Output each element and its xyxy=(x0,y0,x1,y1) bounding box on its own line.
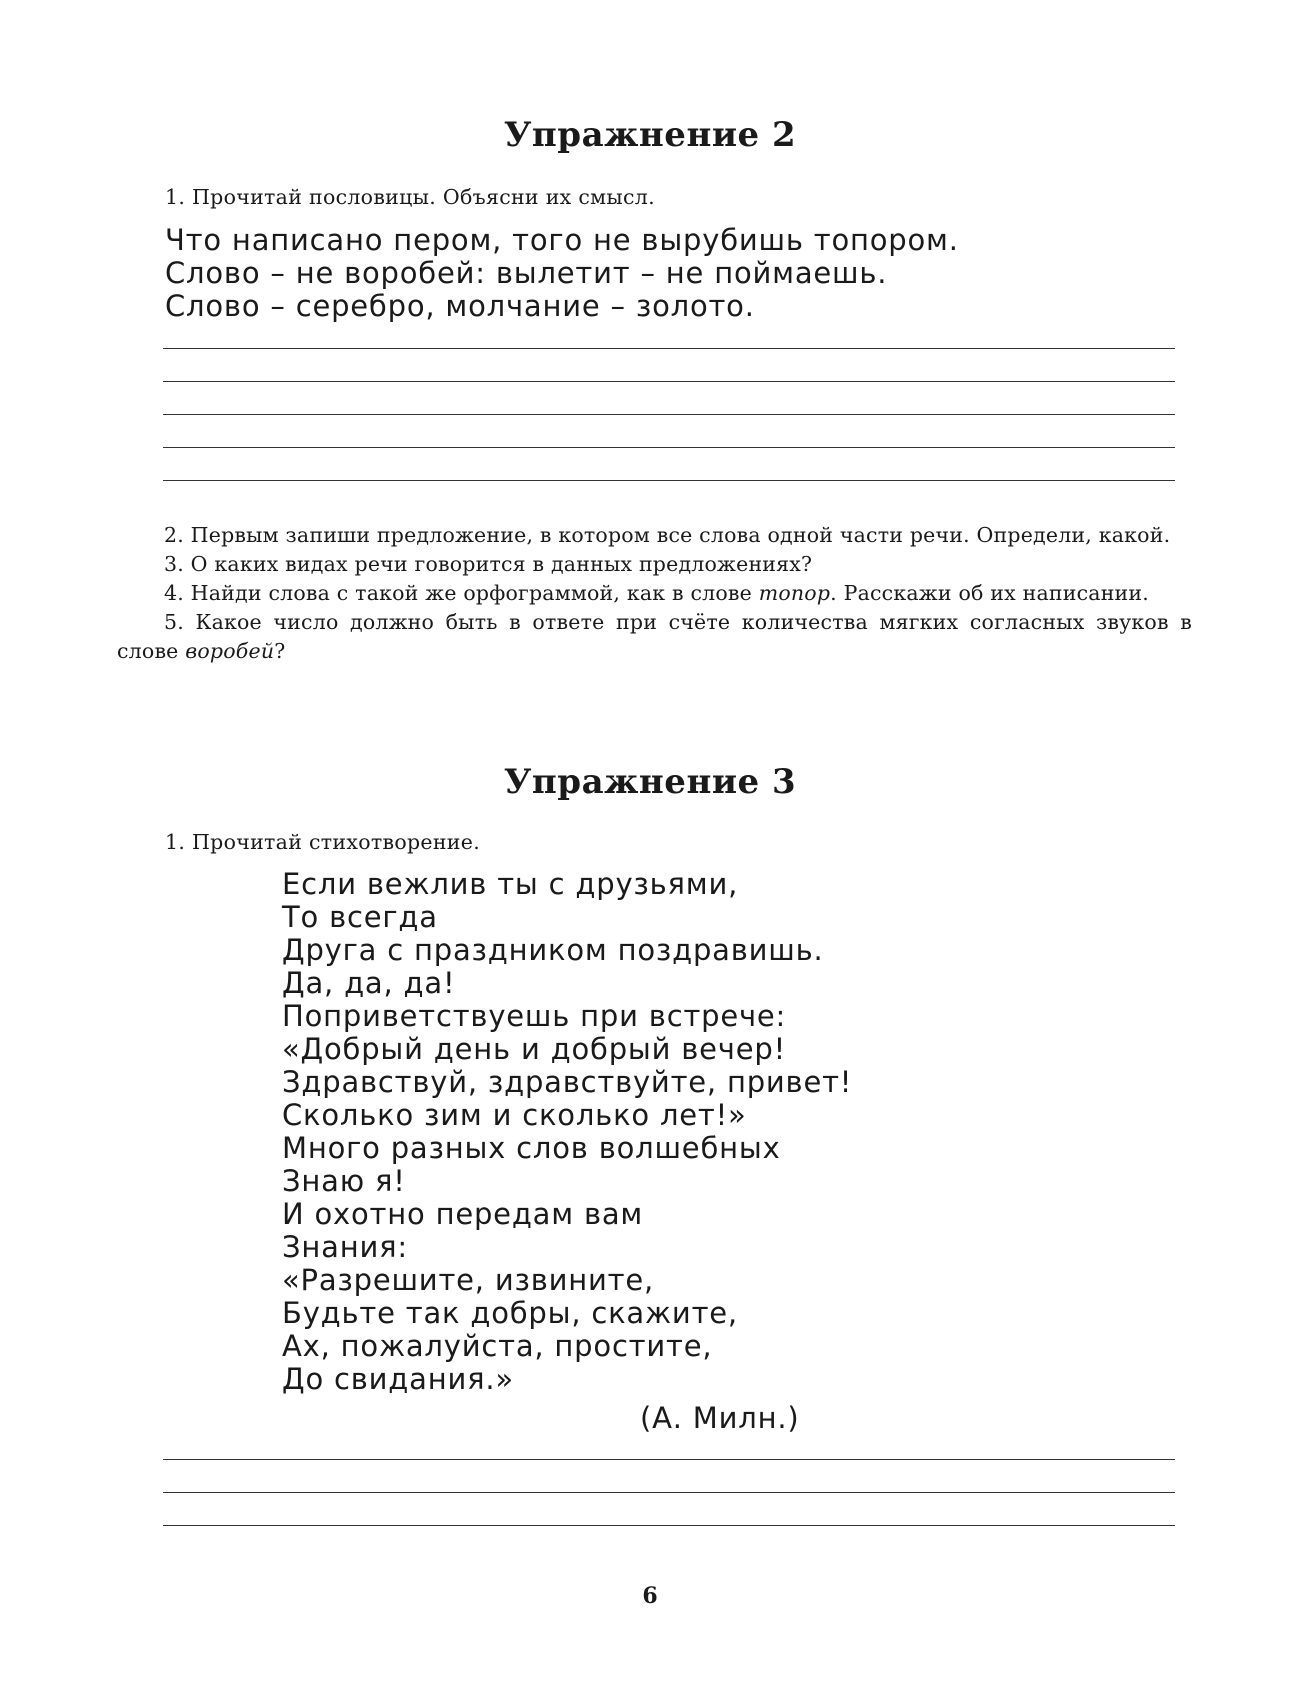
writing-line[interactable] xyxy=(163,348,1175,349)
poem-line: Поприветствуешь при встрече: xyxy=(282,999,787,1033)
poem-line: Друга с праздником поздравишь. xyxy=(282,933,824,967)
poem-line: «Добрый день и добрый вечер! xyxy=(282,1032,787,1066)
exercise-3-title: Упражнение 3 xyxy=(503,762,797,802)
exercise-2-questions xyxy=(117,521,1192,666)
poem-line: Здравствуй, здравствуйте, привет! xyxy=(282,1065,853,1099)
poem-line: И охотно передам вам xyxy=(282,1197,644,1231)
poem-line: Если вежлив ты с друзьями, xyxy=(282,867,739,901)
exercise-2-task-1: 1. Прочитай пословицы. Объясни их смысл. xyxy=(165,185,655,209)
poem-author: (А. Милн.) xyxy=(640,1401,800,1435)
question-5-text-start: 5. Какое число должно быть в ответе при счёте количества мягких согласных звуков в слове xyxy=(117,610,1192,663)
poem-line: Знания: xyxy=(282,1230,408,1264)
question-5 xyxy=(117,608,1192,666)
question-3: 3. О каких видах речи говорится в данных предложениях? xyxy=(164,552,813,576)
poem-line: Сколько зим и сколько лет!» xyxy=(282,1098,747,1132)
writing-line[interactable] xyxy=(163,381,1175,382)
poem xyxy=(282,868,852,1396)
poem-line: То всегда xyxy=(282,900,438,934)
question-2: 2. Первым запиши предложение, в котором все слова одной части речи. Определи, какой. xyxy=(164,523,1171,547)
poem-line: Много разных слов волшебных xyxy=(282,1131,781,1165)
page-number: 6 xyxy=(642,1583,658,1609)
question-5-word: воробей xyxy=(185,639,275,663)
exercise-3-task-1: 1. Прочитай стихотворение. xyxy=(165,830,481,854)
question-4-word: топор xyxy=(758,581,831,605)
writing-line[interactable] xyxy=(163,1459,1175,1460)
poem-line: До свидания.» xyxy=(282,1362,514,1396)
exercise-2-title: Упражнение 2 xyxy=(503,115,797,155)
writing-line[interactable] xyxy=(163,414,1175,415)
writing-line[interactable] xyxy=(163,447,1175,448)
proverb-line: Слово – серебро, молчание – золото. xyxy=(165,289,755,323)
poem-line: Знаю я! xyxy=(282,1164,406,1198)
writing-line[interactable] xyxy=(163,1492,1175,1493)
question-5-text-end: ? xyxy=(274,639,286,663)
poem-line: «Разрешите, извините, xyxy=(282,1263,654,1297)
poem-line: Будьте так добры, скажите, xyxy=(282,1296,738,1330)
proverb-line: Слово – не воробей: вылетит – не поймаешь. xyxy=(165,256,888,290)
poem-line: Да, да, да! xyxy=(282,966,456,1000)
writing-line[interactable] xyxy=(163,480,1175,481)
question-4 xyxy=(117,579,1192,608)
question-4-text-end: . Расскажи об их написании. xyxy=(830,581,1150,605)
question-4-text-start: 4. Найди слова с такой же орфограммой, как в слове xyxy=(164,581,759,605)
proverbs-list xyxy=(165,224,959,323)
proverb-line: Что написано пером, того не вырубишь топором. xyxy=(165,223,959,257)
writing-line[interactable] xyxy=(163,1525,1175,1526)
poem-line: Ах, пожалуйста, простите, xyxy=(282,1329,713,1363)
